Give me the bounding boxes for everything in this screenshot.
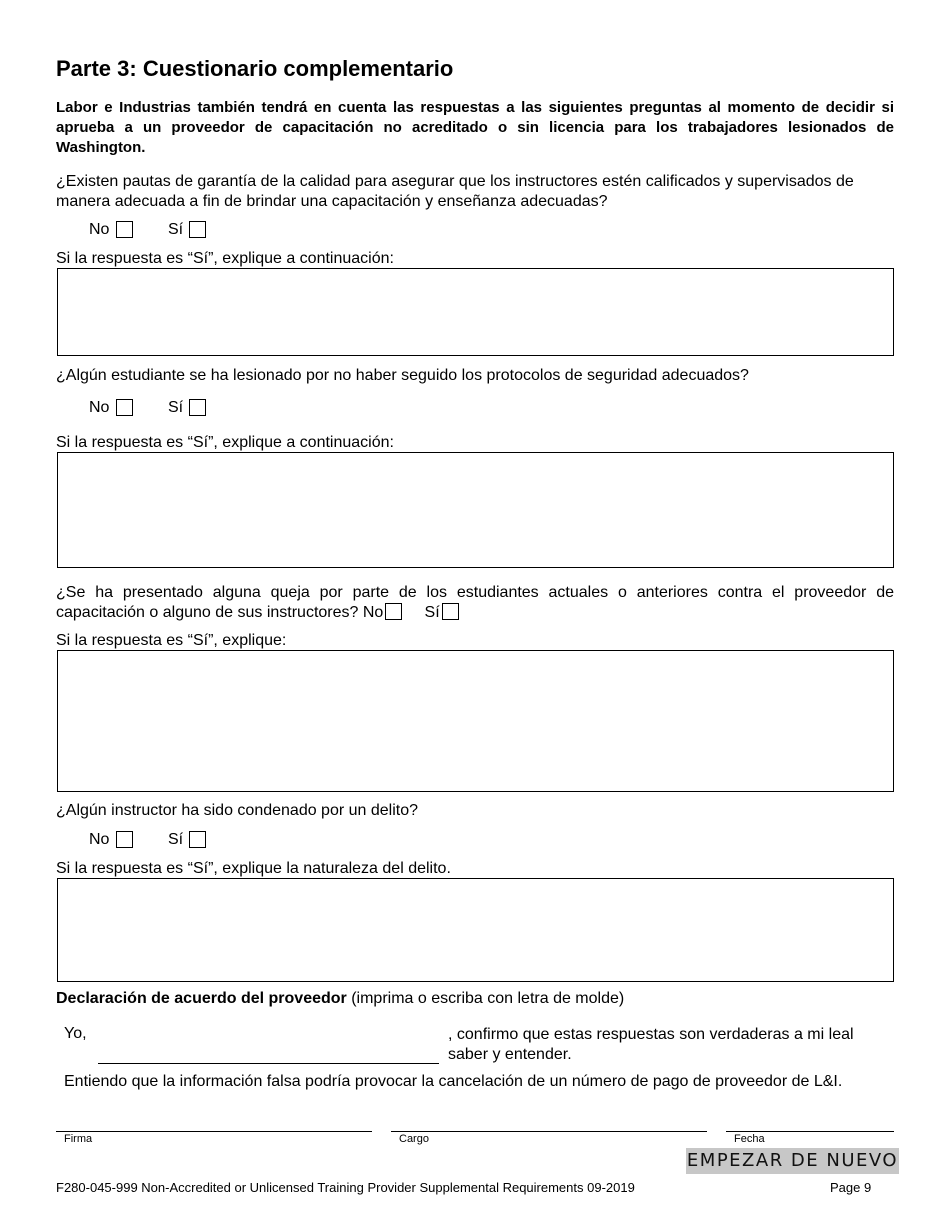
declaration-confirm: , confirmo que estas respuestas son verdaderas a mi leal saber y entender. <box>448 1026 854 1063</box>
q3-no-checkbox[interactable] <box>385 603 402 620</box>
footer-page-number: Page 9 <box>830 1180 872 1195</box>
declaration-heading <box>56 989 894 1009</box>
declaration-name-field[interactable] <box>98 1063 439 1064</box>
q3-si-label: Sí <box>424 604 440 621</box>
fecha-label: Fecha <box>734 1133 765 1145</box>
question-3 <box>56 583 894 623</box>
q2-explain-field[interactable] <box>57 452 894 568</box>
cargo-label: Cargo <box>399 1133 429 1145</box>
page-title: Parte 3: Cuestionario complementario <box>56 56 454 81</box>
q4-explain-label: Si la respuesta es “Sí”, explique la naturaleza del delito. <box>56 860 451 877</box>
question-4: ¿Algún instructor ha sido condenado por un delito? <box>56 802 419 819</box>
q1-no-label: No <box>89 221 110 238</box>
q2-si-checkbox[interactable] <box>189 399 206 416</box>
intro-text: Labor e Industrias también tendrá en cuenta las respuestas a las siguientes preguntas al momento de decidir si aprueba a un proveedor de capacitación no acreditado o sin licencia para los trabajadores lesionados de Washington. <box>56 99 894 156</box>
q3-explain-field[interactable] <box>57 650 894 792</box>
q4-no-label: No <box>89 831 110 848</box>
q2-si-label: Sí <box>168 399 184 416</box>
cargo-field[interactable] <box>391 1131 707 1132</box>
question-1: ¿Existen pautas de garantía de la calidad para asegurar que los instructores estén calificados y supervisados de manera adecuada a fin de brindar una capacitación y enseñanza adecuadas? <box>56 173 854 210</box>
q4-si-checkbox[interactable] <box>189 831 206 848</box>
q1-explain-field[interactable] <box>57 268 894 356</box>
declaration-warning: Entiendo que la información falsa podría provocar la cancelación de un número de pago de proveedor de L&I. <box>64 1073 843 1090</box>
q3-no-label: No <box>362 604 384 621</box>
q1-si-label: Sí <box>168 221 184 238</box>
fecha-field[interactable] <box>726 1131 894 1132</box>
q4-no-checkbox[interactable] <box>116 831 133 848</box>
declaration-heading-note: (imprima o escriba con letra de molde) <box>351 990 625 1007</box>
question-2: ¿Algún estudiante se ha lesionado por no haber seguido los protocolos de seguridad adecuados? <box>56 367 749 384</box>
q4-explain-field[interactable] <box>57 878 894 982</box>
footer-form-id: F280-045-999 Non-Accredited or Unlicensed Training Provider Supplemental Requirements 09-2019 <box>56 1180 635 1195</box>
firma-label: Firma <box>64 1133 93 1145</box>
q2-no-label: No <box>89 399 110 416</box>
q3-explain-label: Si la respuesta es “Sí”, explique: <box>56 632 287 649</box>
q4-si-label: Sí <box>168 831 184 848</box>
q1-no-checkbox[interactable] <box>116 221 133 238</box>
declaration-yo: Yo, <box>64 1025 87 1042</box>
question-3-text: ¿Se ha presentado alguna queja por parte de los estudiantes actuales o anteriores contra el proveedor de capacitación o alguno de sus instructores? <box>56 584 894 621</box>
declaration-heading-text: Declaración de acuerdo del proveedor <box>56 990 347 1007</box>
q3-si-checkbox[interactable] <box>442 603 459 620</box>
q1-explain-label: Si la respuesta es “Sí”, explique a continuación: <box>56 250 394 267</box>
q1-si-checkbox[interactable] <box>189 221 206 238</box>
q2-explain-label: Si la respuesta es “Sí”, explique a continuación: <box>56 434 394 451</box>
firma-field[interactable] <box>56 1131 372 1132</box>
reset-form-button[interactable]: EMPEZAR DE NUEVO <box>686 1148 899 1174</box>
q2-no-checkbox[interactable] <box>116 399 133 416</box>
